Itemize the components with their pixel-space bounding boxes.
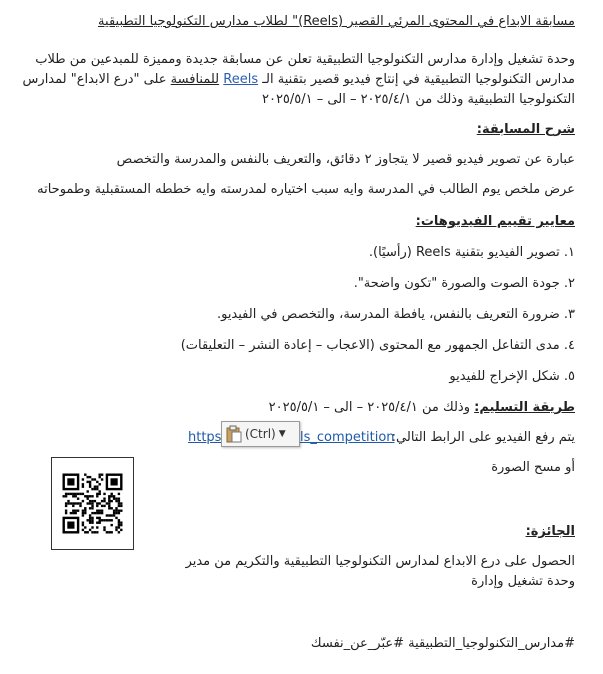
criteria-item-3: ٣. ضرورة التعريف بالنفس، يافطة المدرسة، والتخصص في الفيديو. xyxy=(216,307,575,322)
delivery-line xyxy=(269,398,575,418)
criteria-item-5: ٥. شكل الإخراج للفيديو xyxy=(449,369,575,384)
explain-line-2: عرض ملخص يوم الطالب في المدرسة وايه سبب اختياره لمدرسته وايه خططه المستقبلية وطموحاته xyxy=(37,182,575,197)
delivery-heading: طريقة التسليم: xyxy=(474,400,575,415)
criteria-heading: معايير تقييم الفيديوهات: xyxy=(415,214,575,229)
criteria-item-2: ٢. جودة الصوت والصورة "تكون واضحة". xyxy=(353,276,575,291)
reels-word: Reels xyxy=(223,72,259,87)
chevron-down-icon: ▼ xyxy=(278,429,286,439)
intro-line-2-start: مدارس التكنولوجيا التطبيقية في إنتاج فيديو قصير بتقنية الـ xyxy=(262,72,575,87)
compete-word: للمنافسة xyxy=(170,72,220,87)
scan-instruction: أو مسح الصورة xyxy=(491,460,575,475)
upload-link-end[interactable]: ls_competition xyxy=(300,430,395,445)
upload-link-start[interactable]: https xyxy=(188,430,222,445)
delivery-dates: وذلك من ٢٠٢٥/٤/١ – الى – ٢٠٢٥/٥/١ xyxy=(268,400,470,415)
intro-line-3: التكنولوجيا التطبيقية وذلك من ٢٠٢٥/٤/١ – الى – ٢٠٢٥/٥/١ xyxy=(261,92,575,107)
qr-code-graphic xyxy=(52,458,133,549)
explain-line-1: عبارة عن تصوير فيديو قصير لا يتجاوز ٢ دقائق، والتعريف بالنفس والمدرسة والتخصص xyxy=(116,152,575,167)
qr-code-image xyxy=(51,457,134,550)
intro-line-1: وحدة تشغيل وإدارة مدارس التكنولوجيا التطبيقية تعلن عن مسابقة جديدة ومميزة للمبدعين من طلاب xyxy=(35,52,575,67)
clipboard-icon xyxy=(226,425,242,443)
hashtags: #مدارس_التكنولوجيا_التطبيقية #عبّر_عن_نفسك xyxy=(310,636,575,651)
prize-line-1: الحصول على درع الابداع لمدارس التكنولوجيا التطبيقية والتكريم من مدير xyxy=(185,554,575,569)
criteria-item-1: ١. تصوير الفيديو بتقنية Reels (رأسيًا). xyxy=(368,245,575,260)
intro-line-2 xyxy=(23,70,575,90)
prize-heading: الجائزة: xyxy=(525,524,575,539)
prize-line-2: وحدة تشغيل وإدارة xyxy=(471,574,575,589)
criteria-item-4: ٤. مدى التفاعل الجمهور مع المحتوى (الاعجاب – إعادة النشر – التعليقات) xyxy=(180,338,575,353)
paste-options-popup[interactable] xyxy=(221,421,300,447)
intro-line-2-end: على "درع الابداع" لمدارس xyxy=(22,72,167,87)
upload-link-label: يتم رفع الفيديو على الرابط التالي: xyxy=(391,430,575,445)
document-title: مسابقة الابداع في المحتوى المرئي القصير (Reels)" لطلاب مدارس التكنولوجيا التطبيقية xyxy=(98,14,575,29)
explain-heading: شرح المسابقة: xyxy=(476,122,575,137)
paste-ctrl-label: (Ctrl) xyxy=(245,427,276,441)
